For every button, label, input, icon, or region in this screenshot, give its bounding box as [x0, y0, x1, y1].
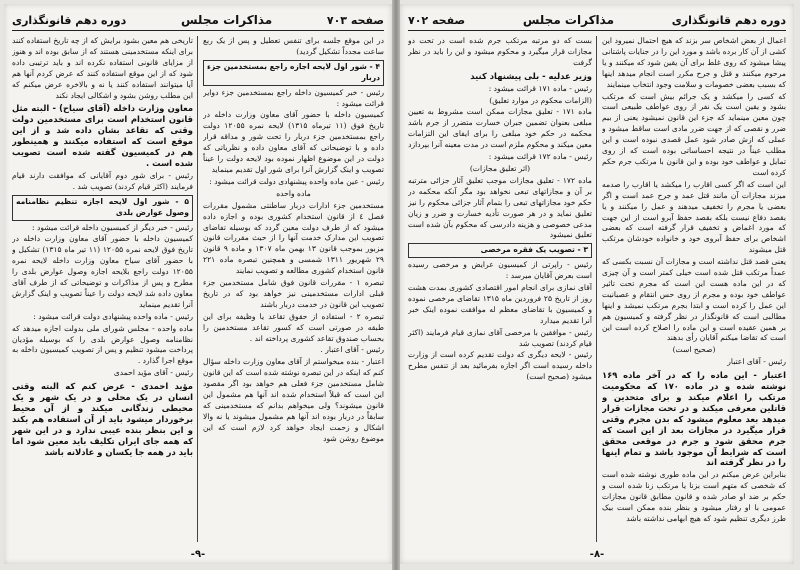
text-paragraph: (صحیح است)	[672, 345, 716, 355]
text-paragraph: رئیس - آقای مؤید احمدی	[113, 368, 193, 378]
text-paragraph: اعمال از بعض اشخاص سر بزند که هیچ احتمال نمیرود این کشی از آن کار برده باشد و مورد این را در جنایات پاشتانی پیشا میشود که روی غلط برای آن یقین شود که میکنند و یا مرحوم میکنند و قتل و جرح مکرر است انجام میدهد اینها که بسبب بعضی خصومات و سلامت وجود انتخاب مینمایند	[602, 36, 786, 89]
text-paragraph: رئیس - موافقین با مرخصی آقای نمازی قیام فرمایند (اکثر قیام کردند) تصویب شد	[408, 327, 592, 348]
book-gutter	[392, 0, 400, 570]
left-page-left-column	[12, 36, 193, 542]
text-paragraph: این است که اگر کسی اقارب را میکشد یا اقارب را صدمه میزند مجازات آن مانند قتل عمد و جرح عمد است و اگر بعضی یا مجرم را تخفیف میدهند و عمل را میکنند و یا بقصد دفاع نیست بلکه بقصد حفظ آبرو است از این جهت که مورد اغماض و تخفیف قرار گرفته است که بعضی اشخاص برای حفظ آبروی خود و خانواده خودشان مرتکب قتل میشوند	[602, 179, 786, 255]
section-heading: ۳ - تصویب یک فقره مرخصی	[408, 243, 592, 258]
speaker-paragraph: اعتبار - این ماده را که در آخر ماده ۱۶۹ نوشته شده و در ماده ۱۷۰ که محکومیت مرتکب را اعلام میکند و برای متحدین و قاتلین معرفی میکند و در تحت مجازات قرار میدهد بعد معلوم میشود که بدن مجرم وقتی قرار میگیرد در مجازات بعد از این است که جرم محقق شود و جرم در موقعی محقق است که شرایط آن موجود باشد و تمام اینها را در نظر گرفته اند	[602, 370, 786, 468]
text-paragraph: رئیس - راپرتی از کمیسیون عرایض و مرخصی رسیده است بعرض آقایان میرسد :	[408, 260, 592, 281]
left-page-right-column	[203, 36, 384, 542]
text-paragraph: ماده واحده - مجلس شورای ملی بدولت اجازه میدهد که نظامنامه وصول عوارض بلدی را که بوسیله مؤدیان پرداخت میشود تنظیم و پس از تصویب کمیسیون داخله به موقع اجرا گذارد .	[12, 323, 193, 366]
right-page-header	[408, 10, 786, 31]
speaker-paragraph: وزیر عدلیه - بلی پیشنهاد کنید	[470, 70, 592, 81]
text-paragraph: بنابراین عرض میکنم در این ماده طوری نوشته شده است که شخصی که متهم است بزنا یا مرتکب زنا شده است و حکم بر ضد او صادر شده و قانون مطابق قانون مجازات عمومی با او رفتار میشود و بنظر بنده ممکن است بیک طرز دیگری تنظیم شود که هیچ ابهامی نداشته باشد	[602, 470, 786, 523]
left-header-title: مذاکرات مجلس	[180, 13, 273, 27]
right-header-title: مذاکرات مجلس	[522, 13, 615, 27]
text-paragraph: تاریخی هم معین بشود برایش که از چه تاریخ استفاده کنند برای اینکه مستخدمینی هستند که از سابق بوده اند و هنوز از مزایای قانونی استفاده نکرده اند و باید ترتیبی داده شود که از این موقع استفاده کنند که عرض کردم آنها هم آیا میتوانند استفاده کنند یا نه و بالاخره عرض میکنم که این مطلب روشن بشود و اشکالی ایجاد نکند	[12, 36, 193, 100]
text-paragraph: ماده ۱۷۱ - تعلیق مجازات ممکن است مشروط به تعیین مبلغی بعنوان تضمین جبران خسارت متضرر از جرم باشد محکمه در حکم خود مبلغی را برای ایفای این التزامات معین میکند و محکوم ملزم است در مدت معینه آنرا بپردازد	[408, 107, 592, 150]
right-page-footer: -۸-	[589, 549, 605, 560]
left-page-footer: -۹-	[190, 549, 206, 560]
right-page-left-column	[408, 36, 592, 542]
text-paragraph: رئیس - برای شور دوم آقایانی که موافقت دارند قیام فرمایند (اکثر قیام کردند) تصویب شد .	[12, 170, 193, 191]
text-paragraph: یعنی قصد قتل نداشته است و مجازات آن نسبت بکسی که عمداً مرتکب قتل شده است خیلی کمتر است و آن چیزی که در این ماده هست این است که مجرم تحت تاثیر عواطف خود بوده و مجرم از روی حس انتقام و عصبانیت این عمل را کرده است و ابتدا بجرم مرتکب نمیشد و اینها مطالبی است که قانونگذار در نظر گرفته و کمیسیون هم بر همین عقیده است و این ماده را اصلاح کرده است این است که تقاضا میکنم آقایان رأی بدهند	[602, 257, 786, 343]
text-paragraph: در این موقع جلسه برای تنفس تعطیل و پس از یک ربع ساعت مجدداً تشکیل گردید)	[203, 36, 384, 56]
text-paragraph: که کسی را میکشد و یک جرائم بیش است که مرتکب بشود و یقین است یک نفر از روی عواطف طبیعی است چون معین مینماید که جزء این قانون نمیشود یعنی از بیم ضرر و نقصی که از جهت ضرر مادی است ساقط میشود و عملی که ازش صادر شود عمل قصدی نبوده است و این مطلب عیناً در نتیجه احساساتی بوده است که از روی تمایل و عواطف خود بوده و این قانون با مرتکب جرم حکم کرده است	[602, 91, 786, 177]
right-page-columns	[408, 36, 786, 542]
text-paragraph: کمیسیون داخله با حضور آقای معاون وزارت داخله در تاریخ فوق (۱۱ تیرماه ۱۳۱۵) لایحه نمره ۱۲۰۵۵ دولت راجع بمستخدمین جزء دربار را تحت شور و مداقه قرار داده و با توضیحاتی که آقای معاون داده و نظریاتی که دولت در این موضوع اظهار نموده بود لایحه دولت را عیناً تصویب و اینک گزارش آنرا برای شور اول تقدیم مینماید	[203, 110, 384, 174]
left-page	[4, 4, 392, 564]
right-header-session: دوره دهم قانونگذاری	[671, 13, 786, 27]
text-paragraph: اعتبار - بنده میخواستم از آقای معاون وزارت داخله سؤال کنم که اینکه در این تبصره نوشته شده است که این قانون شامل مستخدمین جزء فعلی هم خواهد بود اگر مقصود این است که قبلاً استخدام شده اند آنها هم مشمول این قانون میشوند؟ ولی میخواهم بدانم که مستخدمینی که سابقاً در دربار بوده اند آنها هم مشمول میشوند یا نه والا اشکال و زحمت ایجاد خواهد کرد لازم است که این موضوع روشن شود	[203, 357, 384, 443]
speaker-paragraph: معاون وزارت داخله (آقای سیاح) - البته مثل قانون استخدام است برای مستخدمین دولت وقتی که تقاعد بشان داده شد و از این موقع است که استفاده میکنند و همینطور هم در کمیسیون گفته شده است تصویب شده است .	[12, 103, 193, 168]
text-paragraph: تبصره ۲ - استفاده از حقوق تقاعد یا وظیفه برای این طبقه در صورتی است که کسور تقاعد مستخدمین را بحساب صندوق تقاعد کشوری پرداخته اند .	[203, 311, 384, 343]
text-paragraph: رئیس - آقای اعتبار	[727, 357, 786, 367]
speaker-paragraph: مؤید احمدی - عرض کنم که البته وقتی انسان در یک محلی و در یک شهر و یک محیطی زندگانی میکند و از آن محیط برخوردار میشود باید از آن استفاده هم بکند و این بنظر بنده عیبی ندارد و در این شهر که همه جای ایران تکلیف باید معین شود اما باید در همه جا یکسان و عادلانه باشد	[12, 381, 193, 457]
right-header-page-number: صفحه ۷۰۲	[408, 13, 466, 27]
text-paragraph: کمیسیون داخله با حضور آقای معاون وزارت داخله در تاریخ فوق لایحه نمره ۱۲۰۵۵ (۱۱ تیر ماه ۱۳۱۵) تشکیل و با حضور آقای سیاح معاون وزارت داخله لایحه نمره ۱۲۰۵۵ دولت راجع بلایحه اجازه وصول عوارض بلدی را مطرح و پس از مذاکرات و توضیحاتی که از طرف آقای معاون داده شد لایحه دولت را عیناً تصویب و اینک گزارش آنرا تقدیم مینماید	[12, 234, 193, 309]
text-paragraph: رئیس - خبر دیگر از کمیسیون داخله قرائت میشود :	[31, 222, 193, 232]
text-paragraph: رئیس - آقای اعتبار .	[320, 345, 384, 355]
text-paragraph: رئیس - ماده واحده پیشنهادی دولت قرائت میشود :	[33, 311, 193, 321]
text-paragraph: رئیس - عین ماده واحده پیشنهادی دولت قرائت میشود :	[209, 176, 384, 186]
text-paragraph: ماده واحده	[276, 188, 311, 198]
text-paragraph: رئیس - خبر کمیسیون داخله راجع بمستخدمین جزء دوایر قرائت میشود :	[203, 87, 384, 108]
left-page-header	[12, 10, 384, 31]
section-heading: ۴ - شور اول لایحه اجازه راجع بمستخدمین جزء دربار	[203, 60, 384, 86]
text-paragraph: ماده ۱۷۲ - تعلیق مجازات موجب تعلیق آثار جزائی مترتبه بر آن و مجازاتهای تبعی نخواهد بود مگر آنکه محکمه در حکم خود مجازاتهای تبعی را بتمام آثار جزائی محکوم را نیز تعلیق نماید و در هر صورت تأدیه خسارت و ضرر و زیان مدعی خصوصی و هزینه دادرسی که محکوم بآن شده است تعلیق نمیشود	[408, 175, 592, 240]
text-paragraph: آقای نمازی برای انجام امور اقتصادی کشوری بمدت هشت روز از تاریخ ۲۵ فروردین ماه ۱۳۱۵ تقاضای مرخصی نموده و کمیسیون با تقاضای معظم له موافقت نموده اینک خبر آنرا تقدیم میدارد	[408, 283, 592, 325]
text-paragraph: (اثر تعلیق مجازات)	[469, 163, 531, 173]
text-paragraph: رئیس - ماده ۱۷۲ قرائت میشود :	[488, 152, 592, 162]
left-header-page-number: صفحه ۷۰۳	[326, 13, 384, 27]
text-paragraph: بست که دو مرتبه مرتکب جرم شده است در تحت دو مجازات قرار میگیرد و محکوم میشود و این را باید در نظر گرفت	[408, 36, 592, 67]
text-paragraph: رئیس - ماده ۱۷۱ قرائت میشود :	[488, 83, 592, 93]
left-page-columns	[12, 36, 384, 542]
right-page	[400, 4, 794, 564]
right-page-right-column	[602, 36, 786, 542]
text-paragraph: مستخدمین جزء ادارات دربار ساطنتی مشمول مقررات فصل ٤ از قانون استخدام کشوری بوده و اجازه داده میشود که از طرف دولت معین گردد که بوسیله تفاضای تصویب این مدارک خدمت آنها را از حیث مقررات قانون مزبور بموجب قانون ۱۳ بهمن ماه ۱۳۰۷ و ماده ۹ قانون ۲۹ شهریور ۱۳۱۱ شمسی و همچنین تبصره ماده ۲۲۱ قانون استخدام کشوری مطالعه و تصویب نمایند	[203, 200, 384, 276]
text-paragraph: تبصره ۱ - مقررات قانون فوق شامل مستخدمین جزء قبلی ادارات مستخدمینی نیز خواهد بود که در تاریخ تصویب این قانون در خدمت دربار باشند	[203, 278, 384, 309]
text-paragraph: رئیس - لایحه دیگری که دولت تقدیم کرده است از وزارت داخله رسیده است اگر اجازه بفرمائید بعد از تنفس مطرح میشود (صحیح است)	[408, 350, 592, 382]
section-heading: ۵ - شور اول لایحه اجازه تنظیم نظامنامه وصول عوارض بلدی	[12, 195, 193, 221]
left-header-session: دوره دهم قانونگذاری	[12, 13, 127, 27]
text-paragraph: (الزامات محکوم در موارد تعلیق)	[489, 95, 592, 105]
